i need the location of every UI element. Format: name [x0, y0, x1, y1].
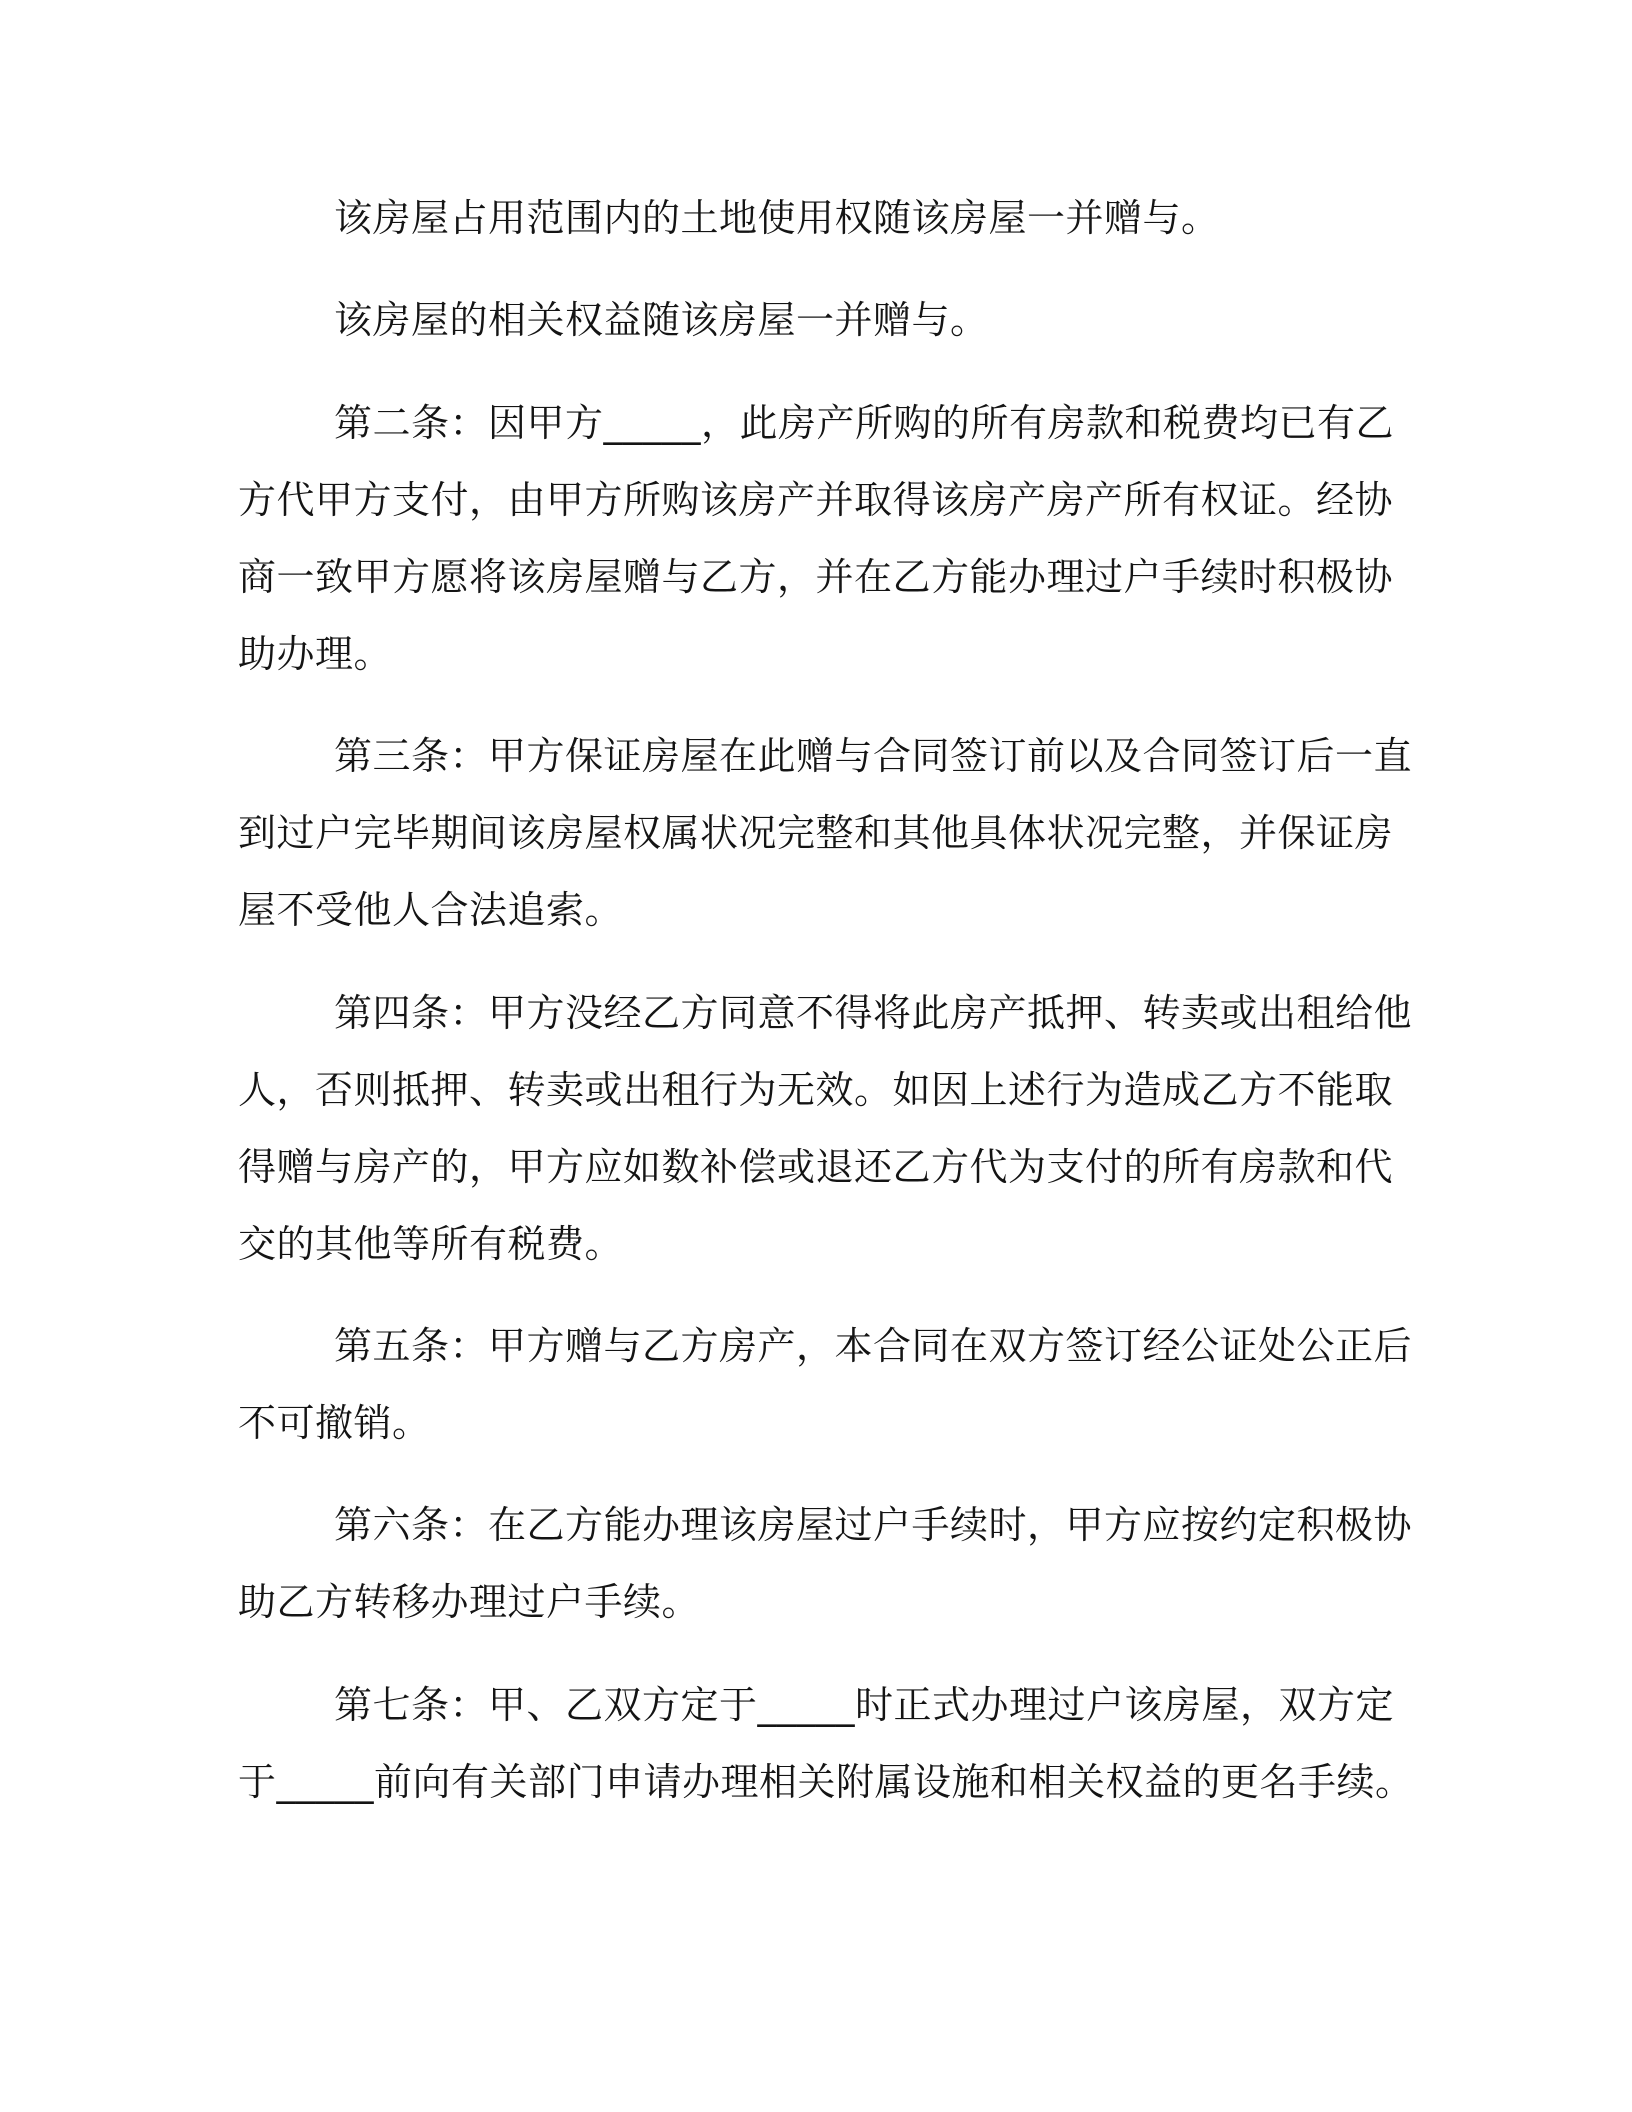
article-7	[238, 1667, 1414, 1821]
article-6	[238, 1487, 1413, 1641]
paragraph-line: 人，否则抵押、转卖或出租行为无效。如因上述行为造成乙方不能取	[238, 1068, 1394, 1112]
article-5	[238, 1308, 1413, 1462]
paragraph-line: 于_____前向有关部门申请办理相关附属设施和相关权益的更名手续。	[238, 1760, 1414, 1804]
article-2	[238, 385, 1395, 693]
article-3	[238, 718, 1413, 949]
paragraph-line: 商一致甲方愿将该房屋赠与乙方，并在乙方能办理过户手续时积极协	[238, 555, 1394, 599]
paragraph-line: 助乙方转移办理过户手续。	[238, 1580, 701, 1624]
paragraph-related-rights	[238, 282, 1376, 359]
paragraph-line: 第四条：甲方没经乙方同意不得将此房产抵押、转卖或出租给他	[334, 991, 1413, 1035]
article-4	[238, 975, 1413, 1283]
paragraph-line: 到过户完毕期间该房屋权属状况完整和其他具体状况完整，并保证房	[238, 811, 1394, 855]
paragraph-line: 第六条：在乙方能办理该房屋过户手续时，甲方应按约定积极协	[334, 1503, 1413, 1547]
paragraph-line: 不可撤销。	[238, 1401, 431, 1445]
paragraph-line: 交的其他等所有税费。	[238, 1222, 624, 1266]
paragraph-line: 方代甲方支付，由甲方所购该房产并取得该房产房产所有权证。经协	[238, 478, 1394, 522]
paragraph-line: 得赠与房产的，甲方应如数补偿或退还乙方代为支付的所有房款和代	[238, 1145, 1394, 1189]
paragraph-line: 第七条：甲、乙双方定于_____时正式办理过户该房屋，双方定	[334, 1683, 1395, 1727]
paragraph-line: 第二条：因甲方_____，此房产所购的所有房款和税费均已有乙	[334, 401, 1395, 445]
paragraph-line: 该房屋占用范围内的土地使用权随该房屋一并赠与。	[334, 196, 1220, 240]
paragraph-line: 该房屋的相关权益随该房屋一并赠与。	[334, 298, 989, 342]
paragraph-line: 第三条：甲方保证房屋在此赠与合同签订前以及合同签订后一直	[334, 734, 1413, 778]
paragraph-line: 屋不受他人合法追索。	[238, 888, 624, 932]
paragraph-line: 第五条：甲方赠与乙方房产，本合同在双方签订经公证处公正后	[334, 1324, 1413, 1368]
paragraph-land-use-right	[238, 180, 1376, 257]
paragraph-line: 助办理。	[238, 632, 393, 676]
